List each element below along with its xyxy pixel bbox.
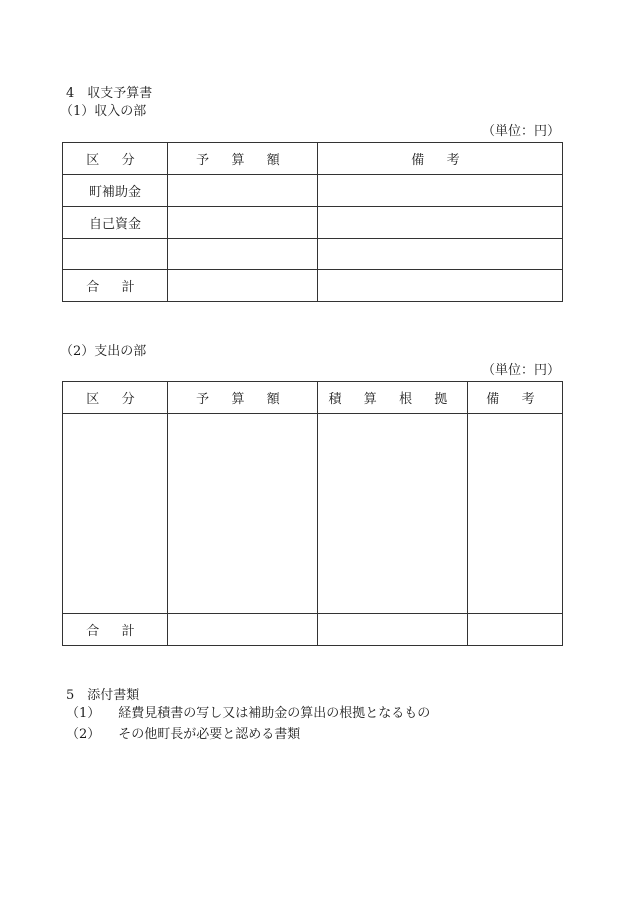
expense-budget-cell[interactable]: [168, 414, 318, 614]
income-remarks-cell[interactable]: [318, 207, 563, 239]
table-row: [63, 175, 563, 207]
income-header-row: [63, 143, 563, 175]
expense-header-category: 区 分: [63, 382, 168, 414]
income-remarks-cell[interactable]: [318, 239, 563, 270]
income-unit-label: （単位：円）: [481, 124, 560, 139]
expense-header-remarks: 備 考: [468, 382, 563, 414]
income-budget-cell[interactable]: [168, 207, 318, 239]
income-category-cell: 町補助金: [63, 175, 168, 207]
attachment-item-number: （2）: [66, 727, 101, 742]
attachment-item-text: その他町長が必要と認める書類: [118, 727, 301, 742]
income-header-budget: 予 算 額: [168, 143, 318, 175]
expense-unit-label: （単位：円）: [481, 363, 560, 378]
income-category-cell: 自己資金: [63, 207, 168, 239]
expense-total-budget-cell[interactable]: [168, 614, 318, 646]
section4-heading: 4 収支予算書: [66, 86, 153, 101]
table-row: [63, 207, 563, 239]
income-title: （1）収入の部: [60, 104, 147, 119]
income-budget-cell[interactable]: [168, 175, 318, 207]
income-header-remarks: 備 考: [318, 143, 563, 175]
income-header-category: 区 分: [63, 143, 168, 175]
expense-total-remarks-cell[interactable]: [468, 614, 563, 646]
attachment-item-text: 経費見積書の写し又は補助金の算出の根拠となるもの: [118, 706, 431, 721]
income-total-label: 合 計: [63, 270, 168, 302]
income-total-row: [63, 270, 563, 302]
expense-table: [62, 381, 563, 646]
expense-header-basis: 積 算 根 拠: [318, 382, 468, 414]
expense-total-label: 合 計: [63, 614, 168, 646]
income-total-remarks-cell[interactable]: [318, 270, 563, 302]
income-remarks-cell[interactable]: [318, 175, 563, 207]
income-total-budget-cell[interactable]: [168, 270, 318, 302]
expense-basis-cell[interactable]: [318, 414, 468, 614]
list-item: [66, 706, 430, 722]
expense-total-row: [63, 614, 563, 646]
attachment-item-number: （1）: [66, 706, 101, 721]
list-item: [66, 727, 300, 743]
section5-heading: 5 添付書類: [66, 688, 140, 703]
expense-header-budget: 予 算 額: [168, 382, 318, 414]
expense-body-row: [63, 414, 563, 614]
expense-category-cell[interactable]: [63, 414, 168, 614]
expense-remarks-cell[interactable]: [468, 414, 563, 614]
income-table: [62, 142, 563, 302]
expense-header-row: [63, 382, 563, 414]
expense-title: （2）支出の部: [60, 344, 147, 359]
table-row: [63, 239, 563, 270]
income-budget-cell[interactable]: [168, 239, 318, 270]
income-category-cell[interactable]: [63, 239, 168, 270]
expense-total-basis-cell[interactable]: [318, 614, 468, 646]
